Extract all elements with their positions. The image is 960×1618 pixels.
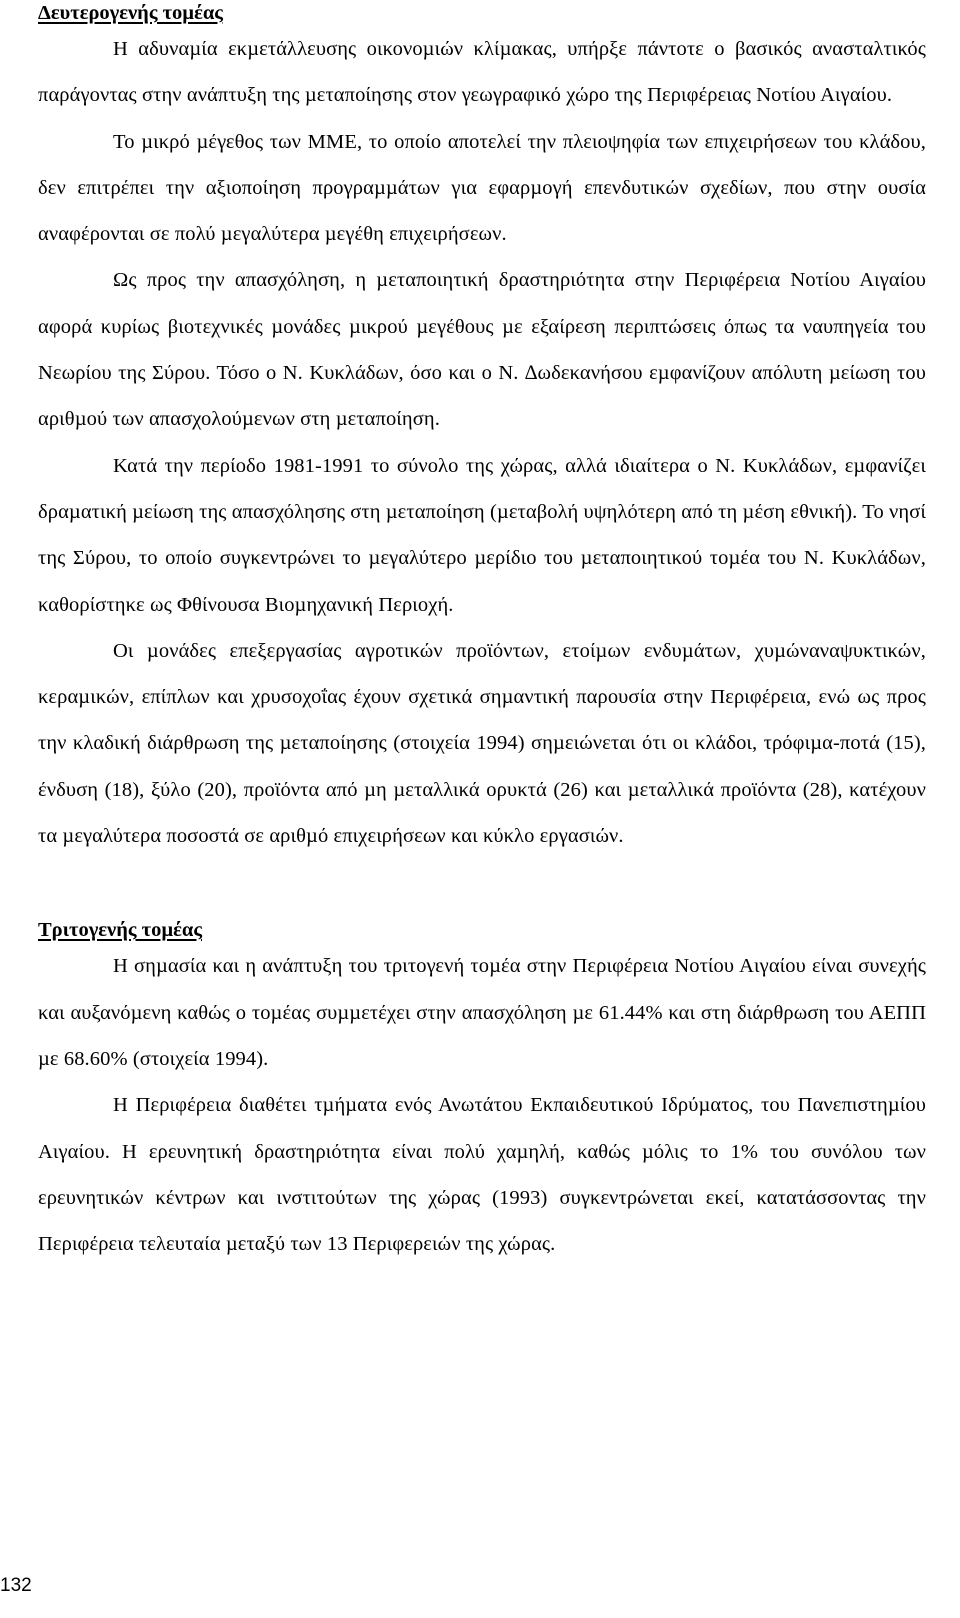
- page-number: 132: [0, 1575, 32, 1596]
- paragraph: Ως προς την απασχόληση, η µεταποιητική δραστηριότητα στην Περιφέρεια Νοτίου Αιγαίου αφορά κυρίως βιοτεχνικές µονάδες µικρού µεγέθους µε εξαίρεση περιπτώσεις όπως τα ναυπηγεία του Νεωρίου της Σύρου. Τόσο ο Ν. Κυκλάδων, όσο και ο Ν. ∆ωδεκανήσου εµφανίζουν απόλυτη µείωση του αριθµού των απασχολούµενων στη µεταποίηση.: [38, 269, 926, 431]
- section-heading-secondary-sector: Δευτερογενής τοµέας: [38, 2, 223, 24]
- paragraph: Κατά την περίοδο 1981-1991 το σύνολο της χώρας, αλλά ιδιαίτερα ο Ν. Κυκλάδων, εµφανίζει δραµατική µείωση της απασχόλησης στη µεταποίηση (µεταβολή υψηλότερη από τη µέση εθνική). Το νησί της Σύρου, το οποίο συγκεντρώνει το µεγαλύτερο µερίδιο του µεταποιητικού τοµέα του Ν. Κυκλάδων, καθορίστηκε ως Φθίνουσα Βιοµηχανική Περιοχή.: [38, 454, 926, 616]
- section-heading-tertiary-sector: Τριτογενής τοµέας: [38, 919, 202, 942]
- paragraph: Η Περιφέρεια διαθέτει τµήµατα ενός Ανωτάτου Εκπαιδευτικού Ιδρύµατος, του Πανεπιστηµίου Αιγαίου. Η ερευνητική δραστηριότητα είναι πολύ χαµηλή, καθώς µόλις το 1% του συνόλου των ερευνητικών κέντρων και ινστιτούτων της χώρας (1993) συγκεντρώνεται εκεί, κατατάσσοντας την Περιφέρεια τελευταία µεταξύ των 13 Περιφερειών της χώρας.: [38, 1094, 926, 1256]
- paragraph: Η σηµασία και η ανάπτυξη του τριτογενή τοµέα στην Περιφέρεια Νοτίου Αιγαίου είναι συνεχής και αυξανόµενη καθώς ο τοµέας συµµετέχει στην απασχόληση µε 61.44% και στη διάρθρωση του ΑΕΠΠ µε 68.60% (στοιχεία 1994).: [38, 955, 926, 1070]
- paragraph: Η αδυναµία εκµετάλλευσης οικονοµιών κλίµακας, υπήρξε πάντοτε ο βασικός ανασταλτικός παράγοντας στην ανάπτυξη της µεταποίησης στον γεωγραφικό χώρο της Περιφέρειας Νοτίου Αιγαίου.: [38, 38, 926, 107]
- document-page: [38, 0, 926, 1267]
- paragraph: Οι µονάδες επεξεργασίας αγροτικών προϊόντων, ετοίµων ενδυµάτων, χυµώναναψυκτικών, κεραµικών, επίπλων και χρυσοχοΐας έχουν σχετικά σηµαντική παρουσία στην Περιφέρεια, ενώ ως προς την κλαδική διάρθρωση της µεταποίησης (στοιχεία 1994) σηµειώνεται ότι οι κλάδοι, τρόφιµα-ποτά (15), ένδυση (18), ξύλο (20), προϊόντα από µη µεταλλικά ορυκτά (26) και µεταλλικά προϊόντα (28), κατέχουν τα µεγαλύτερα ποσοστά σε αριθµό επιχειρήσεων και κύκλο εργασιών.: [38, 639, 926, 848]
- paragraph: Το µικρό µέγεθος των ΜΜΕ, το οποίο αποτελεί την πλειοψηφία των επιχειρήσεων του κλάδου, δεν επιτρέπει την αξιοποίηση προγραµµάτων για εφαρµογή επενδυτικών σχεδίων, που στην ουσία αναφέρονται σε πολύ µεγαλύτερα µεγέθη επιχειρήσεων.: [38, 130, 926, 246]
